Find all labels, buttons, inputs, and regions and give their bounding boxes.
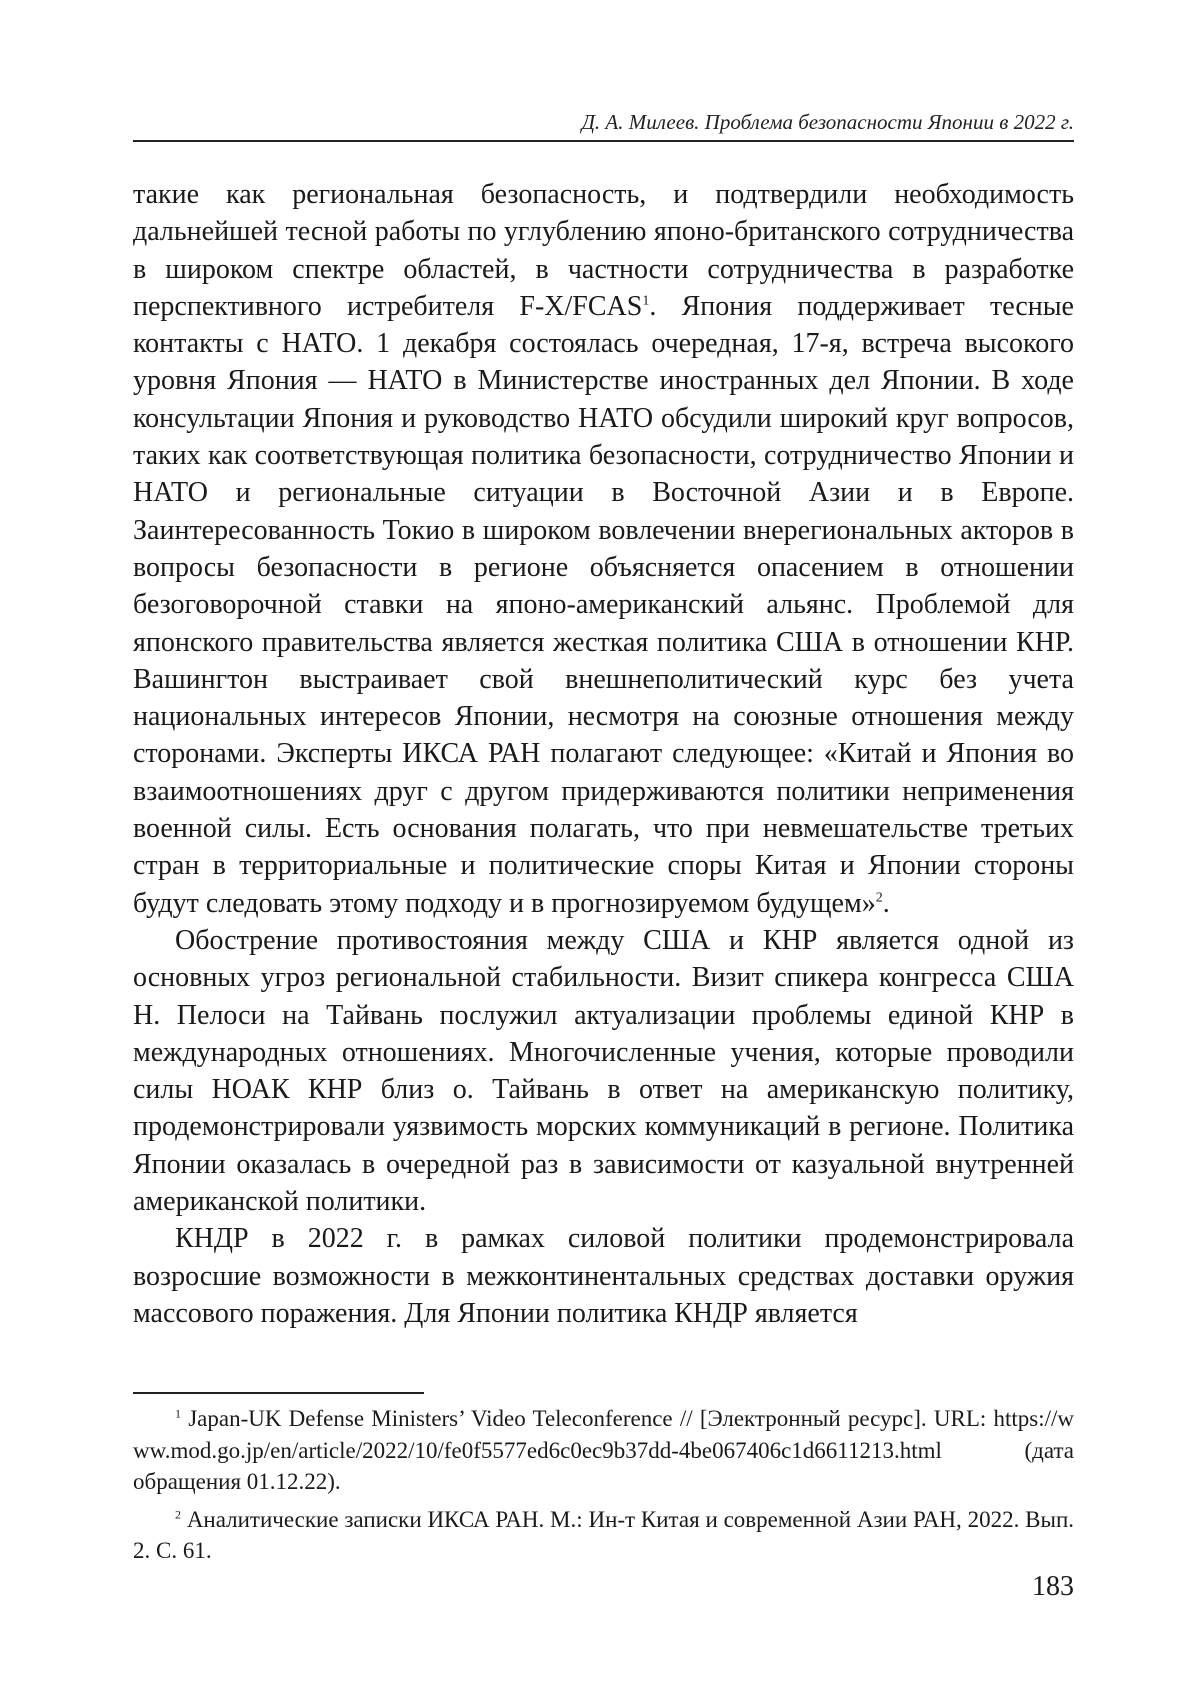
paragraph-1 [133, 176, 1074, 922]
running-header: Д. А. Милеев. Проблема безопасности Японии в 2022 г. [581, 110, 1074, 134]
footnote-2-text: Аналитические записки ИКСА РАН. М.: Ин-т Китая и современной Азии РАН, 2022. Вып. 2. С. 61. [133, 1506, 1074, 1563]
paragraph-2: Обострение противостояния между США и КНР является одной из основных угроз региональной стабильности. Визит спикера конгресса США Н. Пелоси на Тайвань послужил актуализации проблемы единой КНР в международных отношениях. Многочисленные учения, которые проводили силы НОАК КНР близ о. Тайвань в ответ на американскую политику, продемонстрировали уязвимость морских коммуникаций в регионе. Политика Японии оказалась в очередной раз в зависимости от казуальной внутренней американской политики. [133, 924, 1074, 1218]
paragraph-1-end: . [882, 887, 890, 919]
footnotes [133, 1403, 1074, 1573]
footnote-1-text: Japan-UK Defense Ministers’ Video Teleconference // [Электронный ресурс]. URL: [188, 1406, 994, 1431]
main-text [133, 176, 1074, 1332]
footnote-1-access-date: (дата обращения 01.12.22). [133, 1437, 1074, 1494]
paragraph-1-text-a: такие как региональная безопасность, и подтвердили необходимость дальнейшей тесной работы по углублению японо-британского сотрудничества в широком спектре областей, в частности сотрудничества в разработке перспективного истребителя F-X/FCAS [133, 179, 1074, 322]
footnote-ref-2[interactable]: 2 [875, 890, 883, 906]
footnote-ref-1[interactable]: 1 [642, 293, 650, 309]
footnote-2 [133, 1504, 1074, 1567]
paragraph-1-text-b: . Япония поддерживает тесные контакты с НАТО. 1 декабря состоялась очередная, 17-я, встреча высокого уровня Япония — НАТО в Министерстве иностранных дел Японии. В ходе консультации Япония и руководство НАТО обсудили широкий круг вопросов, таких как соответствующая политика безопасности, сотрудничество Японии и НАТО и региональные ситуации в Восточной Азии и в Европе. Заинтересованность Токио в широком вовлечении внерегиональных акторов в вопросы безопасности в регионе объясняется опасением в отношении безоговорочной ставки на японо-американский альянс. Проблемой для японского правительства является жесткая политика США в отношении КНР. Вашингтон выстраивает свой внешнеполитический курс без учета национальных интересов Японии, несмотря на союзные отношения между сторонами. Эксперты ИКСА РАН полагают следующее: «Китай и Япония во взаимоотношениях друг с другом придерживаются политики неприменения военной силы. Есть основания полагать, что при невмешательстве третьих стран в территориальные и политические споры Китая и Японии стороны будут следовать этому подходу и в прогнозируемом будущем» [133, 290, 1074, 919]
footnote-1-marker: 1 [175, 1406, 181, 1421]
footnote-1 [133, 1403, 1074, 1498]
header-divider [133, 140, 1074, 142]
paragraph-3: КНДР в 2022 г. в рамках силовой политики продемонстрировала возросшие возможности в межконтинентальных средствах доставки оружия массового поражения. Для Японии политика КНДР является [133, 1223, 1074, 1329]
footnote-divider [133, 1392, 424, 1394]
footnote-2-marker: 2 [175, 1506, 181, 1521]
page-number: 183 [1032, 1571, 1074, 1602]
footnote-1-url[interactable]: https://www.mod.go.jp/en/article/2022/10/fe0f5577ed6c0ec9b37dd-4be067406c1d6611213.html [133, 1406, 1074, 1463]
